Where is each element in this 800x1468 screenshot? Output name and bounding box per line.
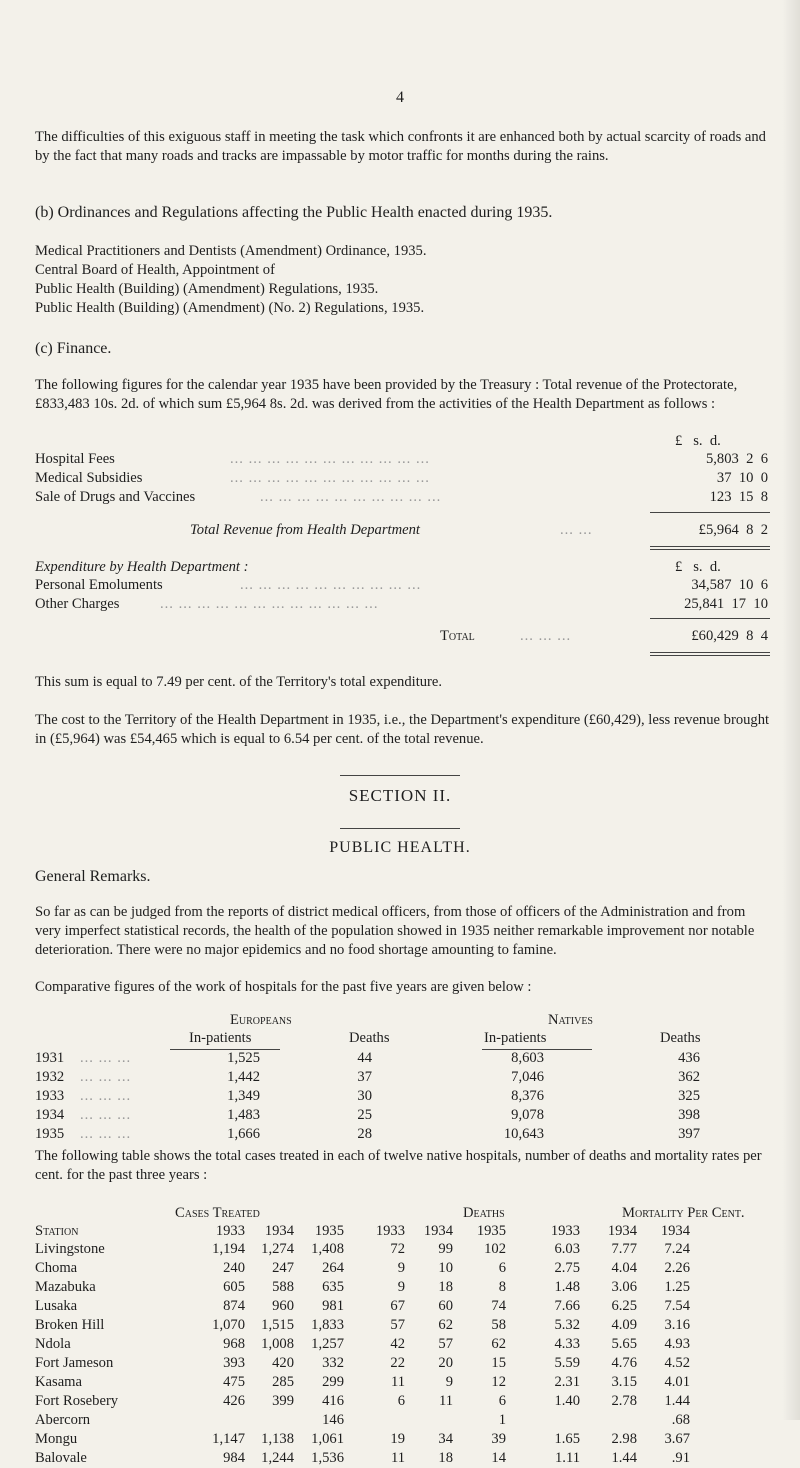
cell: 72 (390, 1241, 405, 1257)
cell: 7.24 (664, 1241, 690, 1257)
leader-dots: ... ... ... (80, 1069, 132, 1085)
revenue-amount: 5,803 2 6 (705, 451, 768, 467)
lsd-header: £ s. d. (675, 433, 721, 449)
year-header: 1933 (215, 1223, 245, 1239)
cell: .91 (671, 1450, 690, 1466)
column-header: In-patients (484, 1030, 547, 1046)
year-header: 1935 (476, 1223, 506, 1239)
cell: 605 (223, 1279, 245, 1295)
cell: 5.59 (554, 1355, 580, 1371)
cell: 1,061 (311, 1431, 344, 1447)
cell: 102 (484, 1241, 506, 1257)
expenditure-total-label: Total (440, 628, 475, 644)
revenue-label: Sale of Drugs and Vaccines (35, 489, 196, 505)
cell: 42 (390, 1336, 405, 1352)
station-cell: Balovale (35, 1450, 87, 1466)
expenditure-heading: Expenditure by Health Department : (35, 559, 249, 575)
cell: 62 (491, 1336, 506, 1352)
cell: 37 (357, 1069, 372, 1085)
cell: 8 (498, 1279, 506, 1295)
cell: 99 (438, 1241, 453, 1257)
year-header: 1933 (375, 1223, 405, 1239)
leader-dots: ... ... ... ... ... ... ... ... ... ... ... (230, 470, 430, 486)
ordinances-heading: (b) Ordinances and Regulations affecting the Public Health enacted during 1935. (35, 204, 553, 221)
group-header-europeans: Europeans (230, 1012, 292, 1028)
leader-dots: ... ... ... (80, 1088, 132, 1104)
station-cell: Mazabuka (35, 1279, 96, 1295)
leader-dots: ... ... ... ... ... ... ... ... ... ... (240, 577, 422, 593)
double-rule (650, 652, 770, 656)
cell: 4.33 (554, 1336, 580, 1352)
column-header: Deaths (349, 1030, 390, 1046)
cell: 8,376 (511, 1088, 544, 1104)
year-header: 1934 (264, 1223, 294, 1239)
cell: 6 (498, 1393, 506, 1409)
station-cell: Fort Jameson (35, 1355, 114, 1371)
revenue-total-label: Total Revenue from Health Department (190, 522, 420, 538)
expenditure-amount: 25,841 17 10 (684, 596, 768, 612)
cell: 19 (390, 1431, 405, 1447)
expenditure-label: Personal Emoluments (35, 577, 163, 593)
leader-dots: ... ... (560, 522, 593, 538)
station-header: Station (35, 1223, 79, 1239)
cell: 39 (491, 1431, 506, 1447)
finance-paragraph: The following figures for the calendar year 1935 have been provided by the Treasury : Total revenue of the Protectorate, £833,483 10s. 2d. of which sum £5,964 8s. 2d. was derived from the activities of the Health Department as follows : (35, 377, 738, 412)
cell: 34 (438, 1431, 453, 1447)
cost-paragraph: The cost to the Territory of the Health Department in 1935, i.e., the Department's expenditure (£60,429), less revenue brought in (£5,964) was £54,465 which is equal to 6.54 per cent. of the total revenue. (35, 712, 770, 747)
year-cell: 1935 (35, 1126, 65, 1142)
station-cell: Kasama (35, 1374, 83, 1390)
cell: 968 (223, 1336, 245, 1352)
column-header: Deaths (660, 1030, 701, 1046)
cell: 6 (397, 1393, 405, 1409)
cell: 2.75 (554, 1260, 580, 1276)
cell: 7.66 (554, 1298, 580, 1314)
cell: 1 (498, 1412, 506, 1428)
year-cell: 1933 (35, 1088, 65, 1104)
cell: 4.01 (664, 1374, 690, 1390)
leader-dots: ... ... ... (80, 1126, 132, 1142)
cell: 1,408 (311, 1241, 344, 1257)
cell: 9,078 (511, 1107, 544, 1123)
cell: 247 (272, 1260, 294, 1276)
cell: 4.09 (611, 1317, 637, 1333)
cell: 67 (390, 1298, 405, 1314)
leader-dots: ... ... ... ... ... ... ... ... ... ... (260, 489, 442, 505)
cell: 981 (322, 1298, 344, 1314)
cell: 1.25 (664, 1279, 690, 1295)
cell: 74 (491, 1298, 506, 1314)
revenue-amount: 37 10 0 (716, 470, 768, 486)
cell: 7,046 (511, 1069, 544, 1085)
cell: 8,603 (511, 1050, 544, 1066)
cell: 4.04 (611, 1260, 637, 1276)
cell: 1,257 (311, 1336, 344, 1352)
cell: 1,138 (261, 1431, 294, 1447)
double-rule (650, 546, 770, 550)
cell: 420 (272, 1355, 294, 1371)
cell: 1,833 (311, 1317, 344, 1333)
cell: 9 (445, 1374, 453, 1390)
lsd-header: £ s. d. (675, 559, 721, 575)
cell: 1,194 (212, 1241, 245, 1257)
cell: 6 (498, 1260, 506, 1276)
cell: 332 (322, 1355, 344, 1371)
cell: 1,274 (261, 1241, 294, 1257)
station-cell: Fort Rosebery (35, 1393, 119, 1409)
ordinance-item: Public Health (Building) (Amendment) (No. 2) Regulations, 1935. (35, 300, 425, 316)
cell: 399 (272, 1393, 294, 1409)
ordinance-item: Central Board of Health, Appointment of (35, 262, 275, 278)
cell: 10 (438, 1260, 453, 1276)
section-subtitle: PUBLIC HEALTH. (329, 839, 471, 856)
cell: 1.65 (554, 1431, 580, 1447)
year-header: 1933 (550, 1223, 580, 1239)
divider (650, 512, 770, 513)
cell: 1.44 (611, 1450, 637, 1466)
general-remarks-heading: General Remarks. (35, 868, 151, 885)
station-cell: Livingstone (35, 1241, 105, 1257)
hospitals-paragraph: The following table shows the total cases treated in each of twelve native hospitals, number of deaths and mortality rates per cent. for the past three years : (35, 1148, 762, 1183)
year-header: 1934 (660, 1223, 690, 1239)
year-header: 1935 (314, 1223, 344, 1239)
revenue-amount: 123 15 8 (709, 489, 768, 505)
ordinance-item: Medical Practitioners and Dentists (Amendment) Ordinance, 1935. (35, 243, 427, 259)
cell: 15 (491, 1355, 506, 1371)
general-remarks-paragraph: So far as can be judged from the reports of district medical officers, from those of officers of the Administration and from very imperfect statistical records, the health of the population showed in 1935 neither remarkable improvement nor notable deterioration. There were no major epidemics and no food shortage amounting to famine. (35, 904, 755, 958)
revenue-label: Hospital Fees (35, 451, 115, 467)
cell: 11 (390, 1374, 405, 1390)
station-cell: Lusaka (35, 1298, 78, 1314)
cell: 3.06 (611, 1279, 637, 1295)
cell: 58 (491, 1317, 506, 1333)
cell: 3.67 (664, 1431, 690, 1447)
station-cell: Mongu (35, 1431, 78, 1447)
cell: 1,525 (227, 1050, 260, 1066)
cell: 9 (397, 1279, 405, 1295)
cell: 984 (223, 1450, 245, 1466)
cell: 416 (322, 1393, 344, 1409)
cell: 57 (390, 1317, 405, 1333)
divider (340, 775, 460, 776)
cell: 635 (322, 1279, 344, 1295)
cell: 44 (357, 1050, 372, 1066)
station-cell: Choma (35, 1260, 78, 1276)
cell: 9 (397, 1260, 405, 1276)
cell: 7.54 (664, 1298, 690, 1314)
expenditure-label: Other Charges (35, 596, 120, 612)
cell: 362 (678, 1069, 700, 1085)
cell: 2.26 (664, 1260, 690, 1276)
cell: 299 (322, 1374, 344, 1390)
cell: 6.25 (611, 1298, 637, 1314)
station-cell: Abercorn (35, 1412, 91, 1428)
page-number: 4 (396, 89, 404, 106)
cell: 5.65 (611, 1336, 637, 1352)
cell: 7.77 (611, 1241, 637, 1257)
cell: 2.31 (554, 1374, 580, 1390)
cell: 960 (272, 1298, 294, 1314)
ratio-paragraph: This sum is equal to 7.49 per cent. of the Territory's total expenditure. (35, 674, 443, 690)
leader-dots: ... ... ... (80, 1107, 132, 1123)
cell: 264 (322, 1260, 344, 1276)
cell: 6.03 (554, 1241, 580, 1257)
group-header-mortality: Mortality Per Cent. (622, 1205, 745, 1221)
cell: 18 (438, 1450, 453, 1466)
cell: 4.93 (664, 1336, 690, 1352)
cell: 874 (223, 1298, 245, 1314)
cell: 25 (357, 1107, 372, 1123)
cell: 393 (223, 1355, 245, 1371)
cell: 1,008 (261, 1336, 294, 1352)
cell: 4.76 (611, 1355, 637, 1371)
intro-paragraph: The difficulties of this exiguous staff in meeting the task which confronts it are enhanced both by actual scarcity of roads and by the fact that many roads and tracks are impassable by motor traffic for months during the rains. (35, 129, 766, 164)
page-edge-shadow (782, 0, 800, 1420)
cell: 1,147 (212, 1431, 245, 1447)
expenditure-total: £60,429 8 4 (691, 628, 768, 644)
divider (340, 828, 460, 829)
year-cell: 1934 (35, 1107, 65, 1123)
cell: 1.40 (554, 1393, 580, 1409)
cell: 5.32 (554, 1317, 580, 1333)
cell: 60 (438, 1298, 453, 1314)
cell: 1,442 (227, 1069, 260, 1085)
cell: 11 (438, 1393, 453, 1409)
cell: 1,515 (261, 1317, 294, 1333)
year-cell: 1932 (35, 1069, 65, 1085)
cell: 4.52 (664, 1355, 690, 1371)
revenue-label: Medical Subsidies (35, 470, 143, 486)
cell: 325 (678, 1088, 700, 1104)
cell: 20 (438, 1355, 453, 1371)
cell: 10,643 (503, 1126, 544, 1142)
cell: 14 (491, 1450, 506, 1466)
cell: 18 (438, 1279, 453, 1295)
year-header: 1934 (607, 1223, 637, 1239)
cell: 426 (223, 1393, 245, 1409)
cell: 57 (438, 1336, 453, 1352)
cell: 30 (357, 1088, 372, 1104)
cell: 146 (322, 1412, 344, 1428)
divider (650, 618, 770, 619)
leader-dots: ... ... ... ... ... ... ... ... ... ... ... ... (160, 596, 379, 612)
finance-heading: (c) Finance. (35, 340, 112, 357)
ordinance-item: Public Health (Building) (Amendment) Regulations, 1935. (35, 281, 379, 297)
comparative-paragraph: Comparative figures of the work of hospitals for the past five years are given below : (35, 979, 532, 995)
cell: 1,244 (261, 1450, 294, 1466)
cell: 285 (272, 1374, 294, 1390)
cell: 1,666 (227, 1126, 260, 1142)
section-title: SECTION II. (348, 786, 452, 805)
station-cell: Ndola (35, 1336, 71, 1352)
station-cell: Broken Hill (35, 1317, 105, 1333)
cell: 1,349 (227, 1088, 260, 1104)
cell: 1.44 (664, 1393, 690, 1409)
leader-dots: ... ... ... (520, 628, 572, 644)
cell: 436 (678, 1050, 700, 1066)
cell: 2.98 (611, 1431, 637, 1447)
cell: 240 (223, 1260, 245, 1276)
cell: 475 (223, 1374, 245, 1390)
column-header: In-patients (189, 1030, 252, 1046)
cell: 3.16 (664, 1317, 690, 1333)
leader-dots: ... ... ... (80, 1050, 132, 1066)
cell: 588 (272, 1279, 294, 1295)
group-header-cases: Cases Treated (175, 1205, 260, 1221)
cell: 11 (390, 1450, 405, 1466)
expenditure-amount: 34,587 10 6 (691, 577, 768, 593)
group-header-deaths: Deaths (463, 1205, 505, 1221)
cell: 12 (491, 1374, 506, 1390)
cell: 398 (678, 1107, 700, 1123)
cell: 1.48 (554, 1279, 580, 1295)
year-cell: 1931 (35, 1050, 65, 1066)
cell: 2.78 (611, 1393, 637, 1409)
cell: 1,070 (212, 1317, 245, 1333)
cell: 62 (438, 1317, 453, 1333)
cell: 22 (390, 1355, 405, 1371)
cell: .68 (671, 1412, 690, 1428)
cell: 1,536 (311, 1450, 344, 1466)
cell: 1,483 (227, 1107, 260, 1123)
year-header: 1934 (423, 1223, 453, 1239)
cell: 3.15 (611, 1374, 637, 1390)
cell: 397 (678, 1126, 700, 1142)
cell: 1.11 (555, 1450, 580, 1466)
cell: 28 (357, 1126, 372, 1142)
revenue-total: £5,964 8 2 (698, 522, 768, 538)
group-header-natives: Natives (548, 1012, 593, 1028)
leader-dots: ... ... ... ... ... ... ... ... ... ... ... (230, 451, 430, 467)
